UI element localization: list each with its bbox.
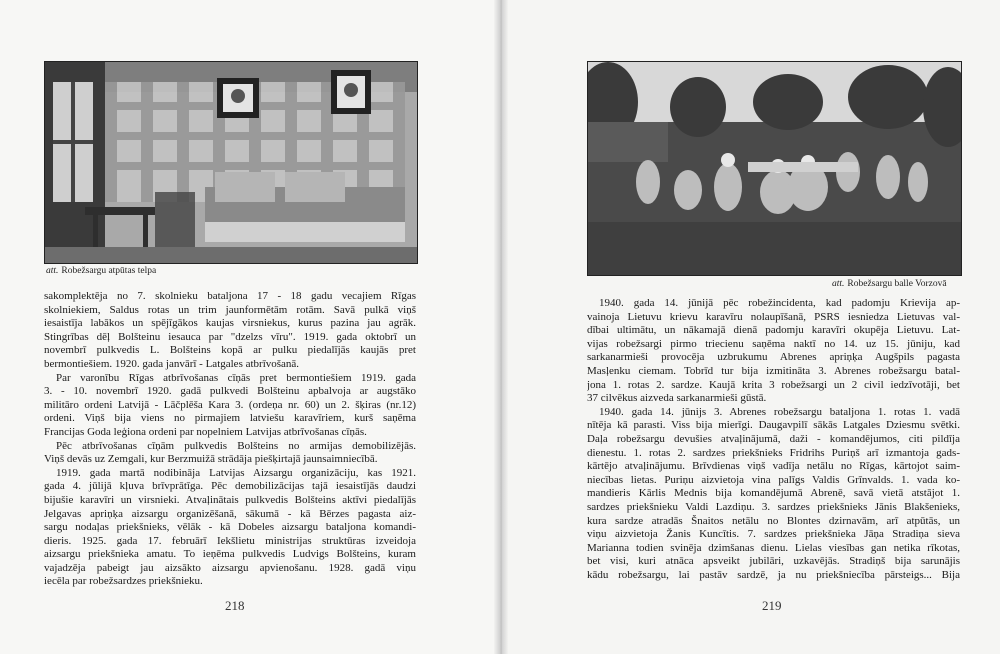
photo-caption [46,266,156,276]
outdoor-gathering-image [588,62,961,275]
text-line: Marianna todien svinēja dzimšanas dienu. Lielas viesības gan netika rīkotas, [587,541,960,554]
text-line: Pēc atbrīvošanas cīņām pulkvedis Bolšteins no armijas demobilizējās. [56,439,416,452]
photo-robezsargu-balle-vorzova [587,61,962,276]
text-line: Jelgavas apriņķa aizsargu organizēšanā, sākumā - kā Bērzes pagasta aiz- [44,507,416,520]
text-line: jona 1. rotas 2. sardze. Kaujā krita 3 robežsargi un 2 civil iedzīvotāji, bet [587,378,960,391]
right-page [504,0,1000,654]
caption-abbreviation: att. [46,266,59,276]
text-line: kādu robežsargu, lai pastāv sardzē, ja nu priekšniecība pārsteigs... Bija [587,568,960,581]
book-spine-gutter [494,0,508,654]
room-interior-image [45,62,417,263]
text-line: dienestu. 1. rotas 2. sardzes priekšnieks Fridrihs Puriņš arī izmantoja gads- [587,446,960,459]
text-line: 1940. gada 14. jūnijā pēc robežincidenta, kad padomju Krievija ap- [599,297,960,309]
text-line: sargu nodaļas priekšnieks, vēlāk - kā Dobeles aizsargu bataljona komandi- [44,521,416,534]
body-text [44,290,416,589]
text-line: 37 cilvēkus aizveda sarkanarmieši gūstā. [587,392,767,405]
text-line: dībai ultimātu, un nākamajā dienā padomju karavīri okupēja Lietuvu. Lat- [587,324,960,337]
text-line: militāro ordeni Latvijā - Lāčplēša Kara 3. (ordeņa nr. 60) un 2. šķiras (nr.12) [44,398,416,411]
text-line: bijušie karavīri un virsnieki. Atvaļinātais pulkvedis Bolšteins aktīvi piedalījās [44,493,416,506]
text-line: sakomplektēja no 7. skolnieku bataljona 17 - 18 gadu vecajiem Rīgas [44,290,416,302]
text-line: vijas robežsargi pirmo triecienu saņēma naktī no 14. uz 15. jūniju, kad [587,337,960,350]
text-line: nītēja kā parasti. Viss bija mierīgi. Daugavpilī sākās Latgales Dziesmu svētki. [587,419,960,432]
text-line: Stingrības dēļ Bolšteinu iesauca par "dzelzs vīru". 1919. gada oktobrī un [44,330,416,343]
text-line: Daļa robežsargu devušies atvaļinājumā, daži - komandējumos, citi pildīja [587,432,960,445]
text-line: Masļenku ciemam. Tobrīd tur bija izmitināta 3. Abrenes robežsargu batal- [587,364,960,377]
page-number: 219 [762,598,782,613]
text-line: novembrī pulkvedis L. Bolšteins kopā ar pulku piedalījās kaujās pret [44,344,416,357]
text-line: kārtējo atvaļinājumu. Brīvdienas viņš vadīja netālu no Rīgas, kārtojot saim- [587,460,960,473]
text-line: skolniekiem, Saldus rotas un trim jaunformētām rotām. Savā pulkā viņš [44,303,416,316]
text-line: dieris. 1925. gada 17. februārī Iekšlietu ministrijas struktūras izveidoja [44,534,416,547]
text-line: iesaistīja labākos un spējīgākos kaujas virsniekus, kurus pazina jau agrāk. [44,317,416,330]
text-line: bet visi, kuri atnāca apsveikt jubilāri, uzkavējās. Stradiņš bija sarunājis [587,555,960,568]
text-line: Francijas Goda leģiona ordeni par nopelniem Latvijas atbrīvošanas cīņās. [44,425,367,438]
body-text [587,297,960,582]
text-line: sarkanarmieši provocēja uzbrukumu Abrenes apriņķa Augšpils pagasta [587,351,960,364]
caption-text: Robežsargu balle Vorzovā [847,279,947,289]
text-line: mandieris Kārlis Mednis bija komandējumā Abrenē, savā vietā atstājot 1. [587,487,960,500]
photo-caption [832,279,947,289]
caption-abbreviation: att. [832,279,845,289]
text-line: 1940. gada 14. jūnijs 3. Abrenes robežsargu bataljona 1. rotas 1. vadā [599,405,960,418]
text-line: vainoja Lietuvu krievu karavīru nolaupīšanā, PSRS iesniedza Lietuvas val- [587,310,960,323]
caption-text: Robežsargu atpūtas telpa [61,266,157,276]
text-line: niecības lietas. Puriņu aizvietoja vina palīgs Valdis Grīnvalds. 1. vada ko- [587,473,960,486]
text-line: bermontiešiem. 1920. gada janvārī - Latgales atbrīvošanā. [44,357,300,370]
text-line: gada 4. jūlijā kļuva brīvprātīga. Pēc demobilizācijas tajā iesaistījās daudzi [44,480,416,493]
text-line: iecēla par robežsardzes priekšnieku. [44,575,203,588]
text-line: 1919. gada martā nodibināja Latvijas Aizsargu organizāciju, kas 1921. [56,466,416,479]
page-number: 218 [225,598,245,613]
text-line: kura sardze atradās Šnaitos netālu no Blontes dzirnavām, arī atpūtās, un [587,514,960,527]
photo-robezsargu-atputas-telpa [44,61,418,264]
text-line: sardzes priekšnieku Valdi Lazdiņu. 3. sardzes priekšnieks Jānis Blakšenieks, [587,500,960,513]
text-line: Par varonību Rīgas atbrīvošanas cīņās pret bermontiešiem 1919. gada [56,371,416,384]
text-line: aizsargu priekšnieka amatu. To ieņēma pulkvedis Ludvigs Bolšteins, kuram [44,548,416,561]
text-line: Viņš devās uz Zemgali, kur Berzmuižā strādāja piešķirtajā jaunsaimniecībā. [44,453,378,466]
text-line: viņu aizvietoja Žanis Kuncītis. 7. sardzes priekšnieka Jāņa Stradiņa sieva [587,528,960,541]
text-line: ordeni. Viņš bija viens no pirmajiem latviešu karavīriem, kurš saņēma [44,412,416,425]
left-page [0,0,496,654]
text-line: vajadzēja pabeigt jau aizsākto aizsargu apvienošanu. 1928. gadā viņu [44,561,416,574]
text-line: 3. - 10. novembrī 1920. gadā pulkvedi Bolšteinu apbalvoja ar augstāko [44,385,416,398]
